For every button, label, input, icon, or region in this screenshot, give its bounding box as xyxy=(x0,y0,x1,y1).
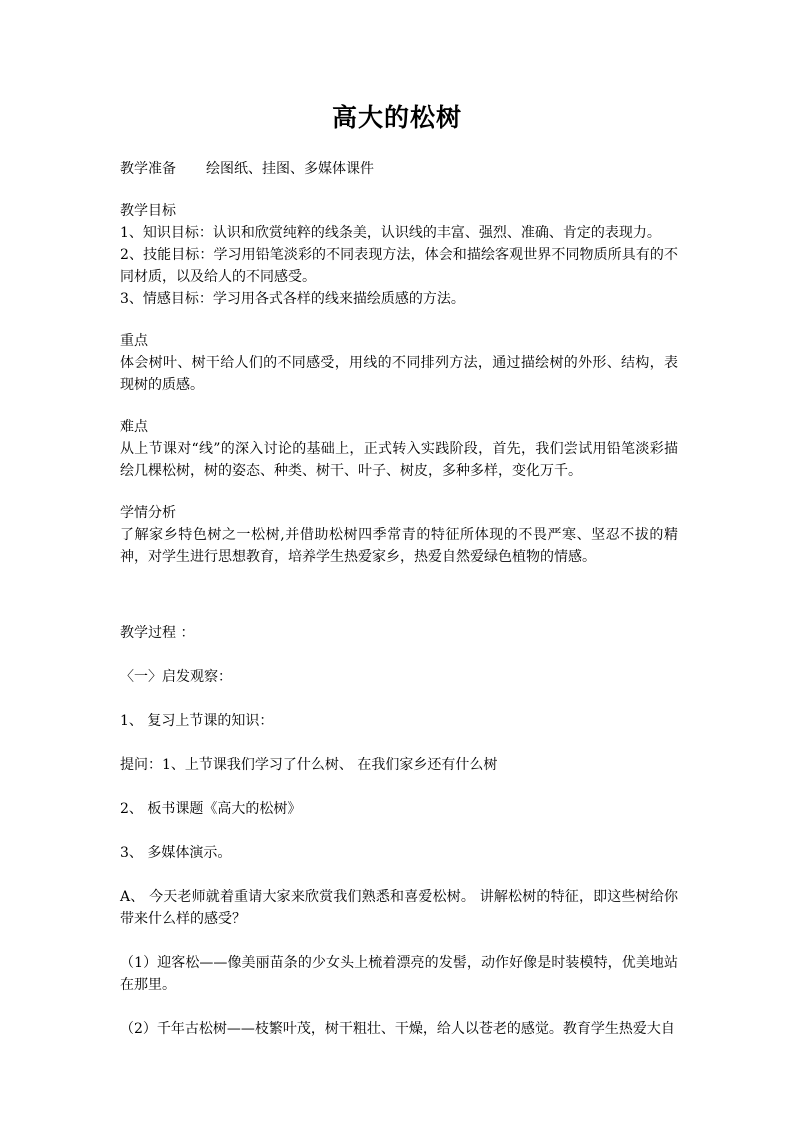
analysis-heading: 学情分析 xyxy=(120,505,176,521)
process-step-3: 3、 多媒体演示。 xyxy=(120,845,232,861)
key-heading: 重点 xyxy=(120,333,148,349)
document-body xyxy=(120,158,678,1040)
difficulty-heading: 难点 xyxy=(120,419,148,435)
goal-item-2: 2、技能目标：学习用铅笔淡彩的不同表现方法，体会和描绘客观世界不同物质所具有的不同材质，以及给人的不同感受。 xyxy=(120,247,678,285)
goal-item-1: 1、知识目标：认识和欣赏纯粹的线条美，认识线的丰富、强烈、准确、肯定的表现力。 xyxy=(120,225,661,241)
process-question: 提问：1、上节课我们学习了什么树、 在我们家乡还有什么树 xyxy=(120,757,498,773)
process-step-1: 1、 复习上节课的知识： xyxy=(120,713,274,729)
prep-line xyxy=(120,158,678,180)
difficulty-text: 从上节课对“线”的深入讨论的基础上，正式转入实践阶段，首先，我们尝试用铅笔淡彩描绘几棵松树，树的姿态、种类、树干、叶子、树皮，多种多样，变化万千。 xyxy=(120,441,678,479)
process-step-2: 2、 板书课题《高大的松树》 xyxy=(120,801,302,817)
analysis-text: 了解家乡特色树之一松树,并借助松树四季常青的特征所体现的不畏严寒、坚忍不拔的精神，对学生进行思想教育，培养学生热爱家乡，热爱自然爱绿色植物的情感。 xyxy=(120,527,678,565)
process-part-a: A、 今天老师就着重请大家来欣赏我们熟悉和喜爱松树。 讲解松树的特征，即这些树给你带来什么样的感受？ xyxy=(120,889,678,927)
prep-value: 绘图纸、挂图、多媒体课件 xyxy=(206,161,374,177)
prep-label: 教学准备 xyxy=(120,161,176,177)
process-item-2: （2）千年古松树——枝繁叶茂，树干粗壮、干燥，给人以苍老的感觉。教育学生热爱大自 xyxy=(120,1021,675,1037)
process-heading: 教学过程 ： xyxy=(120,625,195,641)
process-item-1: （1）迎客松——像美丽苗条的少女头上梳着漂亮的发髻，动作好像是时装模特，优美地站在那里。 xyxy=(120,955,678,993)
process-section-1: 〈一〉启发观察： xyxy=(120,669,232,685)
goals-heading: 教学目标 xyxy=(120,203,176,219)
page-title: 高大的松树 xyxy=(331,103,462,132)
key-text: 体会树叶、树干给人们的不同感受，用线的不同排列方法，通过描绘树的外形、结构，表现树的质感。 xyxy=(120,355,678,393)
goal-item-3: 3、情感目标：学习用各式各样的线来描绘质感的方法。 xyxy=(120,291,465,307)
